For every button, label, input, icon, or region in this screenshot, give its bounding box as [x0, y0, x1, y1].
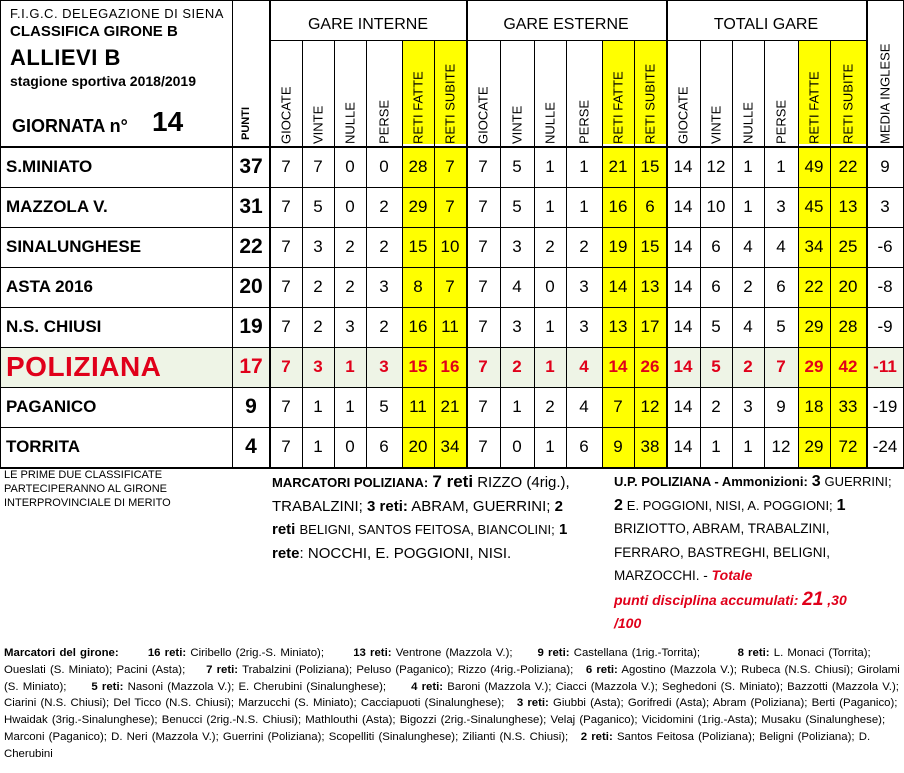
marcatori-girone — [4, 645, 902, 763]
grid-line — [0, 146, 904, 148]
stat-cell: 1 — [545, 197, 555, 216]
stat-cell: 7 — [281, 437, 291, 456]
stat-cell: 6 — [776, 277, 786, 296]
stat-cell: 34 — [798, 227, 830, 267]
table-row — [0, 227, 904, 267]
grid-line — [602, 40, 603, 467]
grid-line — [534, 40, 535, 467]
stat-cell: 6 — [711, 277, 721, 296]
stat-cell: 3 — [512, 237, 522, 256]
col-head-4: RETI FATTE — [402, 40, 434, 144]
grid-line — [0, 227, 904, 228]
stat-cell: 7 — [478, 277, 488, 296]
grid-line — [466, 0, 468, 467]
stat-cell: 1 — [743, 157, 753, 176]
stat-cell: 2 — [545, 397, 555, 416]
stat-cell: 29 — [798, 307, 830, 347]
stat-cell: 17 — [634, 307, 666, 347]
stat-cell: 14 — [673, 357, 693, 376]
goals-7: 7 reti — [432, 472, 474, 491]
team-name: TORRITA — [6, 437, 80, 456]
stat-cell: 29 — [402, 187, 434, 227]
stat-cell: 4 — [743, 237, 753, 256]
stat-cell: 4 — [512, 277, 522, 296]
col-head-5: RETI SUBITE — [434, 40, 466, 144]
group-totali-title: TOTALI GARE — [713, 16, 819, 33]
stat-cell: 16 — [434, 347, 466, 387]
stat-cell: 7 — [281, 317, 291, 336]
marcatori-poliziana — [272, 470, 602, 565]
goals-3-names: ABRAM, GUERRINI; — [411, 497, 551, 515]
stat-cell: 14 — [673, 157, 693, 176]
stat-cell: 42 — [830, 347, 866, 387]
stat-cell: 14 — [673, 397, 693, 416]
scorers-2: Santos Feitosa (Poliziana); Beligni (Poliziana); D. Cherubini — [4, 730, 871, 760]
stat-cell: 13 — [830, 187, 866, 227]
team-name: POLIZIANA — [6, 351, 162, 382]
stat-cell: 7 — [434, 267, 466, 307]
stat-cell: 7 — [478, 157, 488, 176]
grid-line — [0, 267, 904, 268]
stat-cell: 1 — [545, 437, 555, 456]
team-points: 31 — [239, 195, 263, 218]
org-name: F.I.G.C. DELEGAZIONE DI SIENA — [10, 6, 224, 21]
giornata-label: GIORNATA n° — [12, 116, 128, 136]
scorers-3: Giubbi (Asta); Gorifredi (Asta); Abram (Poliziana); Berti (Paganico); Hwaidak (3rig.-Sinalunghese); Benucci (2rig.-N.S. Chiusi); Mathlouthi (Asta); Bigozzi (2rig.-Sinalunghese); Velaj (Paganico); Vicidomini (1rig.-Asta); Musaku (Sinalunghese); Marconi (Paganico); D. Neri (Mazzola V.); Guerrini (Poliziana); Scopelliti (Sinalunghese); Zilianti (N.S. Chiusi); — [4, 697, 898, 743]
stat-cell: 22 — [830, 147, 866, 187]
stat-cell: 0 — [512, 437, 522, 456]
girone-title: CLASSIFICA GIRONE B — [10, 23, 178, 40]
grid-line — [0, 187, 904, 188]
stat-cell: 14 — [602, 267, 634, 307]
team-name: MAZZOLA V. — [6, 197, 108, 216]
media-inglese: -8 — [877, 277, 893, 296]
stat-cell: 15 — [634, 227, 666, 267]
stat-cell: 15 — [402, 347, 434, 387]
grid-line — [666, 0, 668, 467]
scorers-6: Agostino (Mazzola V.); Rubeca (N.S. Chiusi); Girolami (S. Miniato); — [4, 663, 900, 693]
stat-cell: 15 — [634, 147, 666, 187]
grid-line — [434, 40, 435, 467]
stat-cell: 2 — [743, 277, 753, 296]
scorers-2-label: 2 reti: — [580, 730, 613, 743]
media-inglese: -11 — [873, 357, 897, 376]
stat-cell: 7 — [434, 187, 466, 227]
col-head-0: GIOCATE — [278, 86, 294, 144]
stat-cell: 2 — [512, 357, 522, 376]
stat-cell: 10 — [706, 197, 726, 216]
grid-line — [830, 40, 831, 467]
stat-cell: 14 — [673, 437, 693, 456]
stat-cell: 14 — [673, 197, 693, 216]
totale-frac-2: /100 — [614, 615, 642, 631]
col-head-15: PERSE — [773, 99, 789, 144]
col-head-9: PERSE — [576, 99, 592, 144]
grid-line — [0, 387, 904, 388]
grid-line — [366, 40, 367, 467]
scorers-4: Baroni (Mazzola V.); Ciacci (Mazzola V.); Seghedoni (S. Miniato); Bazzotti (Mazzola V.); Ciarini (N.S. Chiusi); Del Ticco (N.S. Chiusi); Marzucchi (S. Miniato); Cacciapuoti (Sinalunghese); — [4, 680, 899, 710]
scorers-4-label: 4 reti: — [411, 680, 444, 693]
stat-cell: 5 — [313, 197, 323, 216]
stat-cell: 0 — [545, 277, 555, 296]
scorers-6-label: 6 reti: — [585, 663, 618, 676]
scorers-5: Nasoni (Mazzola V.); E. Cherubini (Sinalunghese); — [127, 680, 387, 693]
grid-line — [270, 40, 866, 41]
stat-cell: 49 — [798, 147, 830, 187]
grid-line — [0, 427, 904, 428]
punti-header: PUNTI — [240, 107, 252, 140]
stat-cell: 2 — [313, 277, 323, 296]
stat-cell: 72 — [830, 427, 866, 467]
stat-cell: 7 — [281, 237, 291, 256]
grid-line — [0, 307, 904, 308]
stat-cell: 2 — [313, 317, 323, 336]
stat-cell: 20 — [830, 267, 866, 307]
grid-line — [402, 40, 403, 467]
group-interne-title: GARE INTERNE — [307, 16, 428, 33]
stat-cell: 2 — [579, 237, 589, 256]
stat-cell: 6 — [711, 237, 721, 256]
grid-line — [0, 0, 1, 467]
col-head-16: RETI FATTE — [798, 40, 830, 144]
stat-cell: 14 — [673, 277, 693, 296]
stat-cell: 1 — [711, 437, 721, 456]
stat-cell: 7 — [478, 397, 488, 416]
stat-cell: 13 — [634, 267, 666, 307]
stat-cell: 1 — [743, 437, 753, 456]
col-head-12: GIOCATE — [675, 86, 691, 144]
team-name: N.S. CHIUSI — [6, 317, 102, 336]
grid-line — [500, 40, 501, 467]
table-row — [0, 147, 904, 187]
stat-cell: 5 — [379, 397, 389, 416]
stat-cell: 5 — [512, 197, 522, 216]
stat-cell: 7 — [478, 437, 488, 456]
stat-cell: 5 — [711, 317, 721, 336]
stat-cell: 25 — [830, 227, 866, 267]
stat-cell: 3 — [379, 357, 389, 376]
stat-cell: 11 — [434, 307, 466, 347]
stat-cell: 1 — [545, 157, 555, 176]
stat-cell: 7 — [281, 397, 291, 416]
scorers-13-label: 13 reti: — [353, 647, 392, 659]
col-head-13: VINTE — [708, 105, 724, 144]
scorers-9-label: 9 reti: — [537, 647, 570, 659]
col-head-8: NULLE — [542, 102, 558, 144]
col-head-6: GIOCATE — [475, 86, 491, 144]
totale-label: Totale — [711, 567, 753, 583]
stat-cell: 2 — [379, 237, 389, 256]
team-name: ASTA 2016 — [6, 277, 93, 296]
grid-line — [700, 40, 701, 467]
stat-cell: 2 — [711, 397, 721, 416]
group-esterne-title: GARE ESTERNE — [503, 16, 629, 33]
qualification-note: LE PRIME DUE CLASSIFICATE PARTECIPERANNO AL GIRONE INTERPROVINCIALE DI MERITO — [4, 469, 171, 509]
scorers-13: Ventrone (Mazzola V.); — [395, 647, 513, 659]
stat-cell: 29 — [798, 347, 830, 387]
amm-3-num: 3 — [811, 473, 821, 490]
stat-cell: 2 — [379, 317, 389, 336]
stat-cell: 19 — [602, 227, 634, 267]
col-head-10: RETI FATTE — [602, 40, 634, 144]
stat-cell: 3 — [579, 317, 589, 336]
stat-cell: 29 — [798, 427, 830, 467]
stat-cell: 13 — [602, 307, 634, 347]
col-head-2: NULLE — [342, 102, 358, 144]
totale-label-2: punti disciplina accumulati: — [614, 591, 799, 608]
stat-cell: 2 — [545, 237, 555, 256]
goals-1-label: rete — [272, 544, 300, 562]
marcatori-label: MARCATORI POLIZIANA: — [272, 475, 429, 490]
stat-cell: 20 — [402, 427, 434, 467]
stat-cell: 3 — [579, 277, 589, 296]
media-inglese: -9 — [877, 317, 893, 336]
stat-cell: 7 — [602, 387, 634, 427]
media-inglese: 9 — [880, 157, 890, 176]
scorers-7: Trabalzini (Poliziana); Peluso (Paganico); Rizzo (4rig.-Poliziana); — [242, 663, 574, 676]
amm-1-names: BRIZIOTTO, ABRAM, TRABALZINI, FERRARO, BASTREGHI, BELIGNI, MARZOCCHI. - — [614, 521, 831, 583]
stat-cell: 21 — [602, 147, 634, 187]
stat-cell: 38 — [634, 427, 666, 467]
stat-cell: 7 — [776, 357, 786, 376]
stat-cell: 5 — [512, 157, 522, 176]
stat-cell: 22 — [798, 267, 830, 307]
table-row — [0, 307, 904, 347]
table-row — [0, 347, 904, 387]
amm-2-num: 2 — [614, 496, 623, 514]
stat-cell: 4 — [776, 237, 786, 256]
table-row — [0, 187, 904, 227]
scorers-7-label: 7 reti: — [206, 663, 239, 676]
stat-cell: 33 — [830, 387, 866, 427]
media-inglese: -19 — [872, 397, 898, 416]
stat-cell: 14 — [602, 347, 634, 387]
table-row — [0, 267, 904, 307]
scorers-5-label: 5 reti: — [91, 680, 124, 693]
stat-cell: 0 — [379, 157, 389, 176]
stat-cell: 7 — [434, 147, 466, 187]
team-name: S.MINIATO — [6, 157, 93, 176]
media-inglese: -24 — [872, 437, 898, 456]
stat-cell: 6 — [634, 187, 666, 227]
stat-cell: 7 — [478, 237, 488, 256]
team-name: SINALUNGHESE — [6, 237, 142, 256]
table-row — [0, 427, 904, 467]
stat-cell: 1 — [313, 397, 323, 416]
stat-cell: 5 — [776, 317, 786, 336]
category-title: ALLIEVI B — [10, 45, 121, 70]
team-points: 4 — [245, 435, 257, 458]
stat-cell: 7 — [281, 197, 291, 216]
goals-7-names: RIZZO (4rig.), — [477, 474, 570, 491]
stat-cell: 3 — [776, 197, 786, 216]
season-label: stagione sportiva 2018/2019 — [10, 73, 196, 89]
team-points: 9 — [245, 395, 257, 418]
stat-cell: 1 — [345, 357, 355, 376]
giornata-number: 14 — [152, 106, 184, 137]
grid-line — [269, 0, 271, 467]
stat-cell: 2 — [345, 237, 355, 256]
stat-cell: 21 — [434, 387, 466, 427]
stat-cell: 0 — [345, 157, 355, 176]
stat-cell: 1 — [545, 357, 555, 376]
stat-cell: 10 — [434, 227, 466, 267]
stat-cell: 16 — [402, 307, 434, 347]
stat-cell: 34 — [434, 427, 466, 467]
col-head-7: VINTE — [509, 105, 525, 144]
stat-cell: 12 — [771, 437, 791, 456]
stat-cell: 1 — [743, 197, 753, 216]
totale-frac-1: ,30 — [827, 591, 847, 608]
stat-cell: 9 — [602, 427, 634, 467]
stat-cell: 1 — [345, 397, 355, 416]
stat-cell: 2 — [379, 197, 389, 216]
totale-value: 21 — [802, 588, 824, 610]
amm-3-names: GUERRINI; — [824, 474, 892, 489]
team-points: 19 — [239, 315, 263, 338]
stat-cell: 1 — [579, 157, 589, 176]
col-head-11: RETI SUBITE — [634, 40, 666, 144]
stat-cell: 1 — [512, 397, 522, 416]
grid-line — [866, 0, 868, 467]
stat-cell: 4 — [579, 397, 589, 416]
stat-cell: 7 — [478, 197, 488, 216]
team-points: 22 — [239, 235, 263, 258]
media-inglese: 3 — [880, 197, 890, 216]
stat-cell: 3 — [743, 397, 753, 416]
stat-cell: 7 — [478, 357, 488, 376]
grid-line — [0, 0, 904, 1]
media-inglese-header: MEDIA INGLESE — [877, 43, 893, 144]
stat-cell: 4 — [743, 317, 753, 336]
stat-cell: 18 — [798, 387, 830, 427]
stat-cell: 0 — [345, 197, 355, 216]
scorers-16: Ciribello (2rig.-S. Miniato); — [190, 647, 325, 659]
goals-2-label: reti — [272, 521, 296, 538]
stat-cell: 7 — [281, 277, 291, 296]
stat-cell: 45 — [798, 187, 830, 227]
col-head-3: PERSE — [376, 99, 392, 144]
stat-cell: 5 — [711, 357, 721, 376]
stat-cell: 3 — [345, 317, 355, 336]
stat-cell: 2 — [743, 357, 753, 376]
goals-2-names: BELIGNI, SANTOS FEITOSA, BIANCOLINI; — [299, 522, 555, 537]
stat-cell: 28 — [402, 147, 434, 187]
col-head-1: VINTE — [310, 105, 326, 144]
stat-cell: 4 — [579, 357, 589, 376]
stat-cell: 1 — [776, 157, 786, 176]
goals-3: 3 reti: — [367, 497, 408, 515]
grid-line — [302, 40, 303, 467]
stat-cell: 1 — [313, 437, 323, 456]
goals-2-num: 2 — [554, 497, 563, 515]
team-points: 37 — [239, 155, 263, 178]
stat-cell: 3 — [512, 317, 522, 336]
stat-cell: 7 — [281, 357, 291, 376]
stat-cell: 14 — [673, 237, 693, 256]
stat-cell: 9 — [776, 397, 786, 416]
goals-1-num: 1 — [558, 521, 568, 538]
grid-line — [732, 40, 733, 467]
stat-cell: 15 — [402, 227, 434, 267]
stat-cell: 12 — [706, 157, 726, 176]
col-head-14: NULLE — [740, 102, 756, 144]
scorers-16-label: 16 reti: — [147, 647, 187, 659]
table-row — [0, 387, 904, 427]
stat-cell: 12 — [634, 387, 666, 427]
stat-cell: 0 — [345, 437, 355, 456]
girone-scorers-label: Marcatori del girone: — [4, 647, 119, 659]
stat-cell: 6 — [379, 437, 389, 456]
stat-cell: 11 — [402, 387, 434, 427]
grid-line — [566, 40, 567, 467]
stat-cell: 2 — [345, 277, 355, 296]
col-head-17: RETI SUBITE — [830, 40, 866, 144]
stat-cell: 28 — [830, 307, 866, 347]
goals-7-names-2: TRABALZINI; — [272, 497, 363, 515]
team-name: PAGANICO — [6, 397, 97, 416]
stat-cell: 8 — [402, 267, 434, 307]
stat-cell: 14 — [673, 317, 693, 336]
amm-1-num: 1 — [836, 496, 846, 514]
stat-cell: 3 — [379, 277, 389, 296]
standings-header — [0, 0, 904, 147]
scorers-8: L. Monaci (Torrita); Oueslati (S. Miniato); Pacini (Asta); — [4, 647, 871, 676]
scorers-8-label: 8 reti: — [737, 647, 770, 659]
ammonizioni-label: U.P. POLIZIANA - Ammonizioni: — [614, 474, 808, 489]
grid-line — [764, 40, 765, 467]
stat-cell: 3 — [313, 357, 323, 376]
stat-cell: 7 — [281, 157, 291, 176]
goals-1-names: : NOCCHI, E. POGGIONI, NISI. — [299, 544, 512, 562]
grid-line — [634, 40, 635, 467]
team-points: 17 — [239, 355, 263, 378]
stat-cell: 1 — [545, 317, 555, 336]
grid-line — [798, 40, 799, 467]
grid-line — [232, 0, 233, 467]
stat-cell: 6 — [579, 437, 589, 456]
grid-line — [334, 40, 335, 467]
team-points: 20 — [239, 275, 263, 298]
amm-2-names: E. POGGIONI, NISI, A. POGGIONI; — [626, 497, 833, 513]
scorers-3-label: 3 reti: — [516, 697, 549, 710]
stat-cell: 3 — [313, 237, 323, 256]
ammonizioni-poliziana — [614, 470, 902, 636]
stat-cell: 16 — [602, 187, 634, 227]
stat-cell: 26 — [634, 347, 666, 387]
scorers-9: Castellana (1rig.-Torrita); — [573, 647, 701, 659]
grid-line — [0, 347, 904, 348]
media-inglese: -6 — [877, 237, 893, 256]
stat-cell: 1 — [579, 197, 589, 216]
stat-cell: 7 — [478, 317, 488, 336]
stat-cell: 7 — [313, 157, 323, 176]
